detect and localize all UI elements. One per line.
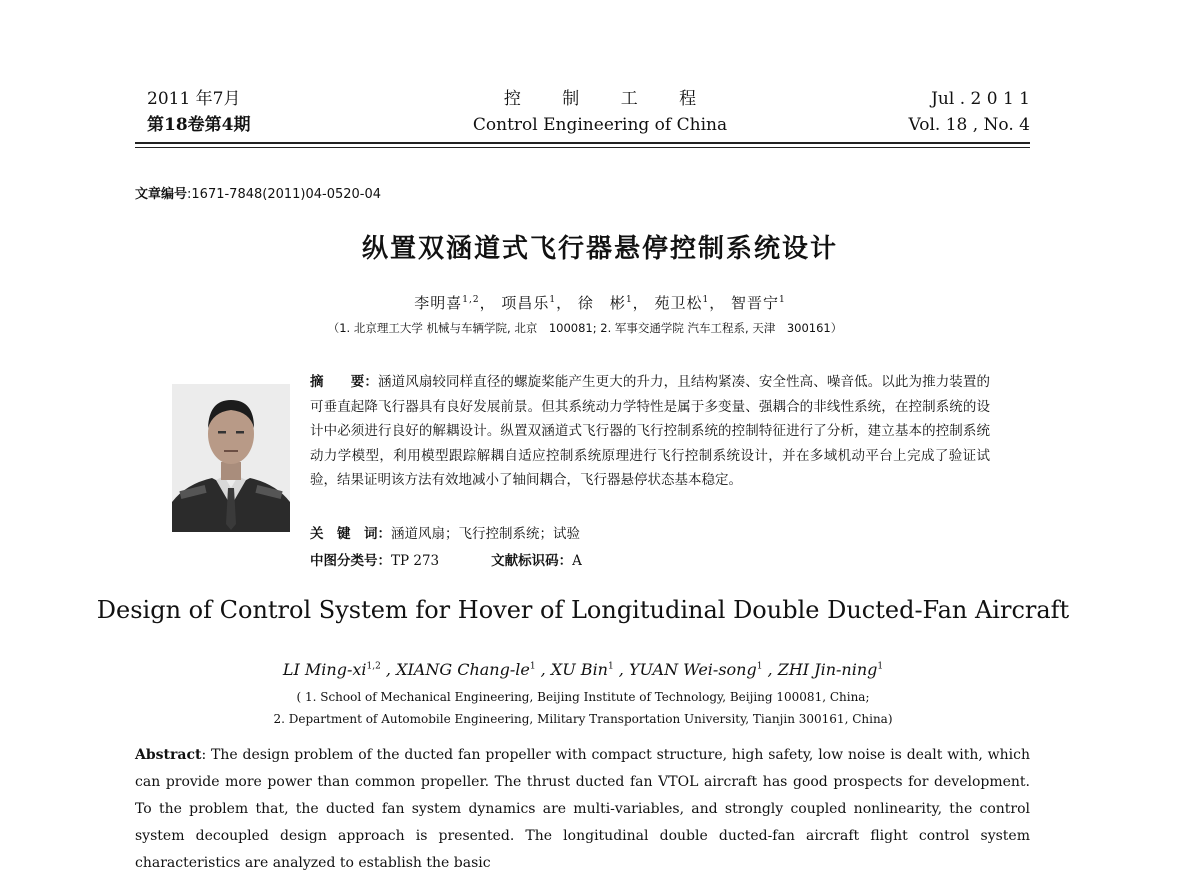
- author-en: LI Ming-xi$^{1,2}$: [282, 660, 381, 679]
- affiliation-en-2: 2. Department of Automobile Engineering, Military Transportation University, Tianjin 300161, China): [273, 712, 893, 726]
- author-cn: 徐 彬$^1$: [577, 294, 633, 312]
- authors-cn: 李明喜$^{1,2}$， 项昌乐$^1$， 徐 彬$^1$， 苑卫松$^1$， 智晋宁$^1$: [414, 294, 786, 312]
- author-en: XU Bin$^1$: [550, 660, 614, 679]
- doc-code-label: 文献标识码：: [491, 553, 573, 569]
- affiliation-cn: （1. 北京理工大学 机械与车辆学院, 北京 100081; 2. 军事交通学院 汽车工程系, 天津 300161）: [327, 321, 843, 335]
- author-cn: 苑卫松$^1$: [654, 294, 710, 312]
- abstract-cn-label: 摘 要：: [310, 374, 379, 390]
- abstract-cn-text: 涵道风扇较同样直径的螺旋桨能产生更大的升力，且结构紧凑、安全性高、噪音低。以此为推力装置的可垂直起降飞行器具有良好发展前景。但其系统动力学特性是属于多变量、强耦合的非线性系统，在控制系统的设计中必须进行良好的解耦设计。纵置双涵道式飞行器的飞行控制系统的控制特征进行了分析，建立基本的控制系统动力学模型，利用模型跟踪解耦自适应控制系统原理进行飞行控制系统设计，并在多域机动平台上完成了验证试验，结果证明该方法有效地减小了轴间耦合，飞行器悬停状态基本稳定。: [310, 374, 991, 488]
- affiliation-en-1: ( 1. School of Mechanical Engineering, Beijing Institute of Technology, Beijing 100081, China;: [296, 690, 870, 704]
- journal-name-en: Control Engineering of China: [472, 115, 728, 135]
- author-cn: 项昌乐$^1$: [501, 294, 557, 312]
- header-volume-en: Vol. 18 , No. 4: [908, 115, 1030, 135]
- clc-label: 中图分类号：: [310, 553, 391, 569]
- abstract-en: [135, 742, 1030, 877]
- article-number: [135, 183, 381, 202]
- header-right: [909, 86, 1030, 138]
- classification-cn: [310, 549, 582, 569]
- abstract-en-text: : The design problem of the ducted fan propeller with compact structure, high safety, low noise is dealt with, which can provide more power than common propeller. The thrust ducted fan VTOL aircraft has good prospects for development. To the problem that, the ducted fan system dynamics are multi-variables, and strongly coupled nonlinearity, the control system decoupled design approach is presented. The longitudinal double ducted-fan aircraft flight control system characteristics are analyzed to establish the basic: [135, 747, 1030, 871]
- journal-name-cn: 控 制 工 程: [503, 89, 715, 109]
- abstract-en-label: Abstract: [135, 747, 202, 763]
- article-number-value: :1671-7848(2011)04-0520-04: [187, 187, 382, 202]
- author-photo: [172, 384, 290, 532]
- abstract-cn: [310, 370, 990, 493]
- header-rule-thick: [135, 142, 1030, 144]
- title-en: Design of Control System for Hover of Longitudinal Double Ducted-Fan Aircraft: [96, 596, 1070, 624]
- author-en: ZHI Jin-ning$^1$: [777, 660, 884, 679]
- author-en: XIANG Chang-$le^1$: [396, 660, 536, 679]
- title-cn: 纵置双涵道式飞行器悬停控制系统设计: [361, 234, 838, 264]
- author-photo-drawing: [172, 384, 290, 532]
- keywords-cn-text: 涵道风扇；飞行控制系统；试验: [391, 526, 580, 542]
- clc-value: TP 273: [391, 553, 440, 569]
- header-rule-thin: [135, 147, 1030, 148]
- author-cn: 李明喜$^{1,2}$: [414, 294, 480, 312]
- author-en: YUAN Wei-song$^1$: [628, 660, 763, 679]
- keywords-cn-label: 关 键 词：: [310, 526, 391, 542]
- header-date-cn: 2011 年7月: [147, 89, 241, 109]
- author-cn: 智晋宁$^1$: [730, 294, 786, 312]
- article-number-label: 文章编号: [135, 187, 188, 202]
- header-date-en: Jul . 2 0 1 1: [931, 89, 1030, 109]
- keywords-cn: [310, 522, 580, 542]
- header-volume-cn: 第18卷第4期: [147, 115, 251, 135]
- authors-en: LI Ming-xi$^{1,2}$ , XIANG Chang-$le^1$ , XU Bin$^1$ , YUAN Wei-song$^1$ , ZHI Jin-ning$^1$: [282, 660, 884, 679]
- doc-code-value: A: [572, 553, 582, 569]
